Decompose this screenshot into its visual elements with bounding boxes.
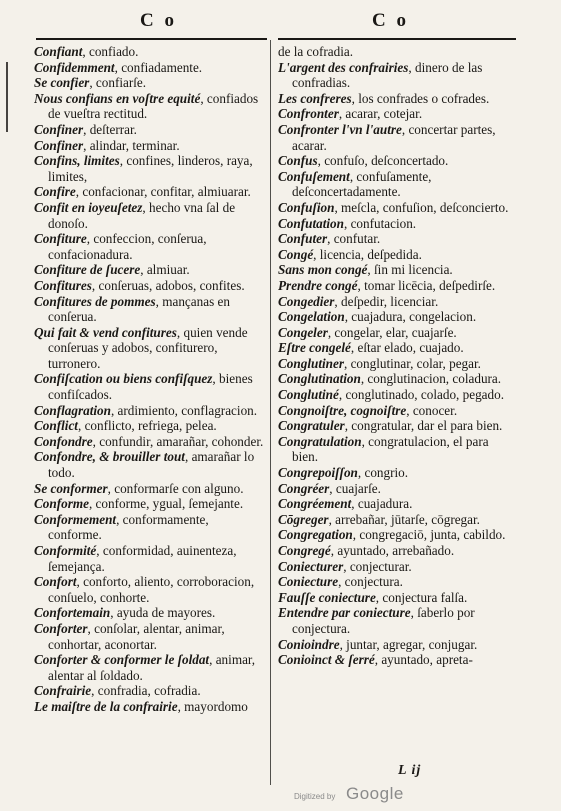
- entry-headword: Confit en ioyeuſetez: [34, 199, 143, 215]
- dictionary-entry: [34, 652, 264, 683]
- entry-gloss: , deſterrar.: [83, 121, 137, 137]
- entry-headword: Conglutination: [278, 371, 361, 387]
- dictionary-entry: [278, 278, 516, 294]
- entry-gloss: , congrio.: [357, 465, 409, 481]
- dictionary-entry: [278, 200, 516, 216]
- dictionary-entry: [278, 153, 516, 169]
- dictionary-entry: [34, 574, 264, 605]
- entry-gloss: , confutar.: [327, 231, 381, 247]
- entry-headword: Congnoiſtre, cognoiſtre: [278, 402, 407, 418]
- entry-headword: Se confier: [34, 75, 90, 91]
- running-header-left: C o: [140, 10, 177, 31]
- entry-headword: Confiant: [34, 44, 83, 59]
- entry-gloss: , congratular, dar el para bien.: [344, 418, 503, 434]
- entry-headword: Les confreres: [278, 90, 352, 106]
- entry-headword: Confronter l'vn l'autre: [278, 121, 402, 137]
- entry-headword: Coniecturer: [278, 558, 344, 574]
- entry-gloss: , confines, linderos, raya, limites,: [48, 153, 253, 184]
- dictionary-entry: [278, 216, 516, 232]
- entry-gloss: , juntar, agregar, conjugar.: [339, 636, 478, 652]
- dictionary-entry: [278, 262, 516, 278]
- margin-mark: [6, 62, 8, 132]
- dictionary-entry: [278, 371, 516, 387]
- running-header-right: C o: [372, 10, 409, 31]
- entry-headword: Congréement: [278, 496, 352, 512]
- dictionary-entry: [278, 403, 516, 419]
- dictionary-entry: [34, 481, 264, 497]
- entry-headword: Conflagration: [34, 402, 111, 418]
- entry-headword: Le maiſtre de la confrairie: [34, 698, 178, 714]
- dictionary-entry: [34, 60, 264, 76]
- entry-gloss: , arrebañar, jūtarſe, cōgregar.: [328, 511, 480, 527]
- entry-gloss: , eſtar elado, cuajado.: [350, 340, 464, 356]
- entry-gloss: , conforto, aliento, corroboracion, conſuelo, conhorte.: [48, 574, 255, 605]
- entry-headword: Confort: [34, 574, 77, 590]
- entry-gloss: , cuajarſe.: [329, 480, 381, 496]
- left-column: [34, 44, 264, 715]
- google-logo: Google: [346, 784, 404, 803]
- entry-headword: Confidemment: [34, 59, 115, 75]
- entry-headword: Qui fait & vend confitures: [34, 324, 177, 340]
- entry-gloss: , bienes confiſcados.: [48, 371, 253, 403]
- dictionary-entry: [278, 559, 516, 575]
- dictionary-entry: [278, 169, 516, 200]
- entry-gloss: , congelar, elar, cuajarſe.: [327, 324, 457, 340]
- entry-gloss: , conglutinacion, coladura.: [360, 371, 502, 387]
- entry-gloss: , animar, alentar al ſoldado.: [48, 652, 256, 683]
- entry-headword: Confus: [278, 153, 318, 169]
- entry-headword: Congratulation: [278, 433, 362, 449]
- entry-headword: Congregation: [278, 527, 353, 543]
- entry-headword: Sans mon congé: [278, 262, 368, 278]
- entry-gloss: , dinero de las confradias.: [292, 59, 483, 91]
- dictionary-entry: [278, 652, 516, 668]
- entry-headword: Conformement: [34, 511, 117, 527]
- entry-headword: Congé: [278, 246, 314, 262]
- entry-gloss: , confutacion.: [343, 215, 417, 231]
- dictionary-entry: [278, 465, 516, 481]
- entry-headword: Congratuler: [278, 418, 345, 434]
- entry-headword: Conioinct & ſerré: [278, 652, 375, 668]
- entry-headword: Confuter: [278, 231, 328, 247]
- dictionary-entry: [278, 512, 516, 528]
- entry-headword: Se conformer: [34, 480, 108, 496]
- entry-headword: Confondre, & brouiller tout: [34, 449, 185, 465]
- dictionary-entry: [278, 637, 516, 653]
- dictionary-entry: [278, 434, 516, 465]
- entry-headword: Confuſement: [278, 168, 350, 184]
- entry-headword: Congelation: [278, 309, 345, 325]
- header-rule-right: [278, 38, 516, 40]
- entry-headword: Confiture: [34, 231, 87, 247]
- dictionary-entry: [34, 122, 264, 138]
- entry-gloss: , conformidad, auinenteza, ſemejança.: [48, 543, 237, 574]
- entry-gloss: , ayuntado, arrebañado.: [330, 543, 455, 558]
- entry-gloss: , confeccion, conſerua, confacionadura.: [48, 231, 207, 262]
- dictionary-entry: [278, 44, 516, 60]
- digitization-watermark: [294, 786, 561, 804]
- entry-headword: Prendre congé: [278, 277, 358, 293]
- entry-gloss: , concertar partes, acarar.: [292, 121, 496, 153]
- entry-gloss: , confuſamente, deſconcertadamente.: [292, 168, 432, 200]
- entry-gloss: , alindar, terminar.: [83, 137, 180, 153]
- watermark-prefix: Digitized by: [294, 792, 336, 801]
- entry-gloss: , confiado.: [82, 44, 139, 59]
- column-divider: [270, 40, 271, 785]
- dictionary-entry: [278, 356, 516, 372]
- entry-headword: Congeler: [278, 324, 328, 340]
- entry-gloss: , ardimiento, conflagracion.: [110, 402, 258, 418]
- entry-gloss: , conjecturar.: [343, 558, 412, 574]
- entry-headword: Conioindre: [278, 636, 340, 652]
- dictionary-entry: [34, 403, 264, 419]
- entry-headword: Eſtre congelé: [278, 340, 351, 356]
- entry-headword: L'argent des confrairies: [278, 59, 409, 75]
- dictionary-entry: [278, 294, 516, 310]
- entry-headword: Confitures: [34, 277, 92, 293]
- entry-headword: Entendre par coniecture: [278, 605, 411, 621]
- entry-gloss: , licencia, deſpedida.: [313, 246, 422, 262]
- dictionary-entry: [278, 387, 516, 403]
- dictionary-entry: [278, 543, 516, 559]
- entry-headword: Confortemain: [34, 605, 111, 621]
- entry-gloss: , conglutinar, colar, pegar.: [343, 355, 481, 371]
- dictionary-entry: [34, 91, 264, 122]
- entry-gloss: , conflicto, refriega, pelea.: [77, 418, 217, 434]
- entry-headword: Conglutiner: [278, 355, 344, 371]
- entry-gloss: , los confrades o cofrades.: [351, 90, 490, 106]
- dictionary-entry: [34, 75, 264, 91]
- entry-gloss: , congregaciō, junta, cabildo.: [352, 527, 506, 543]
- entry-gloss: , confiadamente.: [114, 59, 203, 75]
- entry-gloss: , conformamente, conforme.: [48, 511, 209, 543]
- dictionary-entry: [278, 247, 516, 263]
- dictionary-entry: [34, 434, 264, 450]
- entry-headword: Confins, limites: [34, 153, 120, 169]
- entry-gloss: , confradia, cofradia.: [91, 683, 201, 699]
- dictionary-entry: [34, 153, 264, 184]
- entry-headword: Fauſſe coniecture: [278, 589, 376, 605]
- entry-gloss: , mayordomo: [177, 698, 248, 714]
- entry-headword: Conforter: [34, 620, 88, 636]
- entry-headword: Coniecture: [278, 574, 339, 590]
- entry-gloss: , conjectura.: [338, 574, 403, 590]
- dictionary-entry: [34, 683, 264, 699]
- dictionary-entry: [278, 496, 516, 512]
- entry-gloss: , acarar, cotejar.: [338, 106, 423, 122]
- right-column: [278, 44, 516, 668]
- dictionary-entry: [278, 340, 516, 356]
- dictionary-entry: [278, 605, 516, 636]
- dictionary-entry: [34, 496, 264, 512]
- entry-gloss: , confiados de vueſtra rectitud.: [48, 90, 259, 122]
- entry-gloss: , conforme, ygual, ſemejante.: [88, 496, 244, 512]
- entry-headword: Conforter & conformer le ſoldat: [34, 652, 210, 668]
- entry-gloss: , confiarſe.: [89, 75, 147, 91]
- dictionary-entry: [34, 371, 264, 402]
- dictionary-entry: [34, 44, 264, 60]
- entry-headword: Confrairie: [34, 683, 92, 699]
- dictionary-entry: [34, 512, 264, 543]
- entry-gloss: , conjectura falſa.: [375, 589, 468, 605]
- entry-gloss: , ayuntado, apreta-: [374, 652, 473, 668]
- dictionary-entry: [34, 294, 264, 325]
- dictionary-entry: [34, 231, 264, 262]
- entry-gloss: , quien vende conſeruas y adobos, confiturero, turronero.: [48, 324, 248, 371]
- dictionary-entry: [278, 590, 516, 606]
- dictionary-entry: [278, 527, 516, 543]
- entry-headword: Conforme: [34, 496, 89, 512]
- entry-gloss: , cuajadura, congelacion.: [344, 309, 477, 325]
- header-rule-left: [36, 38, 267, 40]
- dictionary-entry: [278, 574, 516, 590]
- entry-headword: Congedier: [278, 293, 335, 309]
- entry-gloss: de la cofradia.: [278, 44, 354, 59]
- entry-headword: Confuſion: [278, 199, 335, 215]
- dictionary-entry: [278, 60, 516, 91]
- dictionary-entry: [34, 184, 264, 200]
- dictionary-entry: [278, 106, 516, 122]
- entry-gloss: , confuſo, deſconcertado.: [317, 153, 449, 169]
- entry-headword: Congrepoiſſon: [278, 465, 358, 481]
- dictionary-entry: [278, 325, 516, 341]
- entry-headword: Confire: [34, 184, 76, 200]
- dictionary-entry: [34, 278, 264, 294]
- entry-headword: Confiſcation ou biens confiſquez: [34, 371, 213, 387]
- dictionary-entry: [278, 481, 516, 497]
- dictionary-entry: [34, 543, 264, 574]
- entry-gloss: , conformarſe con alguno.: [107, 480, 244, 496]
- entry-gloss: , confacionar, confitar, almiuarar.: [75, 184, 251, 200]
- entry-gloss: , confundir, amarañar, cohonder.: [92, 433, 264, 449]
- dictionary-entry: [278, 91, 516, 107]
- entry-gloss: , ſin mi licencia.: [367, 262, 453, 278]
- entry-headword: Confondre: [34, 433, 93, 449]
- entry-gloss: , meſcla, confuſion, deſconcierto.: [334, 199, 509, 215]
- entry-gloss: , ſaberlo por conjectura.: [292, 605, 475, 636]
- dictionary-entry: [34, 621, 264, 652]
- dictionary-entry: [34, 200, 264, 231]
- entry-headword: Cōgreger: [278, 511, 329, 527]
- entry-gloss: , hecho vna ſal de donoſo.: [48, 199, 236, 231]
- signature-mark: L ij: [398, 763, 422, 778]
- dictionary-entry: [34, 449, 264, 480]
- entry-gloss: , cuajadura.: [351, 496, 413, 512]
- entry-headword: Confiner: [34, 121, 84, 137]
- entry-gloss: , ayuda de mayores.: [110, 605, 216, 621]
- entry-headword: Congréer: [278, 480, 330, 496]
- dictionary-entry: [34, 138, 264, 154]
- dictionary-entry: [34, 699, 264, 715]
- dictionary-entry: [278, 309, 516, 325]
- entry-gloss: , almiuar.: [140, 262, 190, 278]
- dictionary-entry: [34, 418, 264, 434]
- entry-headword: Confutation: [278, 215, 344, 231]
- entry-gloss: , deſpedir, licenciar.: [334, 293, 439, 309]
- entry-gloss: , conſeruas, adobos, confites.: [91, 277, 245, 293]
- entry-gloss: , conglutinado, colado, pegado.: [338, 387, 505, 403]
- entry-gloss: , conſolar, alentar, animar, conhortar, aconortar.: [48, 620, 225, 652]
- dictionary-entry: [278, 231, 516, 247]
- dictionary-entry: [278, 418, 516, 434]
- entry-headword: Conflict: [34, 418, 78, 434]
- entry-headword: Conglutiné: [278, 387, 339, 403]
- dictionary-entry: [34, 605, 264, 621]
- dictionary-entry: [34, 325, 264, 372]
- entry-headword: Confiner: [34, 137, 84, 153]
- entry-gloss: , amarañar lo todo.: [48, 449, 255, 481]
- entry-gloss: , tomar licēcia, deſpedirſe.: [357, 277, 496, 293]
- entry-gloss: , mançanas en conſerua.: [48, 293, 230, 325]
- entry-gloss: , congratulacion, el para bien.: [292, 433, 489, 465]
- entry-gloss: , conocer.: [406, 402, 458, 418]
- entry-headword: Conformité: [34, 543, 97, 558]
- entry-headword: Confronter: [278, 106, 339, 122]
- dictionary-entry: [34, 262, 264, 278]
- entry-headword: Nous confians en voſtre equité: [34, 90, 201, 106]
- entry-headword: Confitures de pommes: [34, 293, 156, 309]
- dictionary-entry: [278, 122, 516, 153]
- entry-headword: Confiture de ſucere: [34, 262, 141, 278]
- entry-headword: Congregé: [278, 543, 331, 558]
